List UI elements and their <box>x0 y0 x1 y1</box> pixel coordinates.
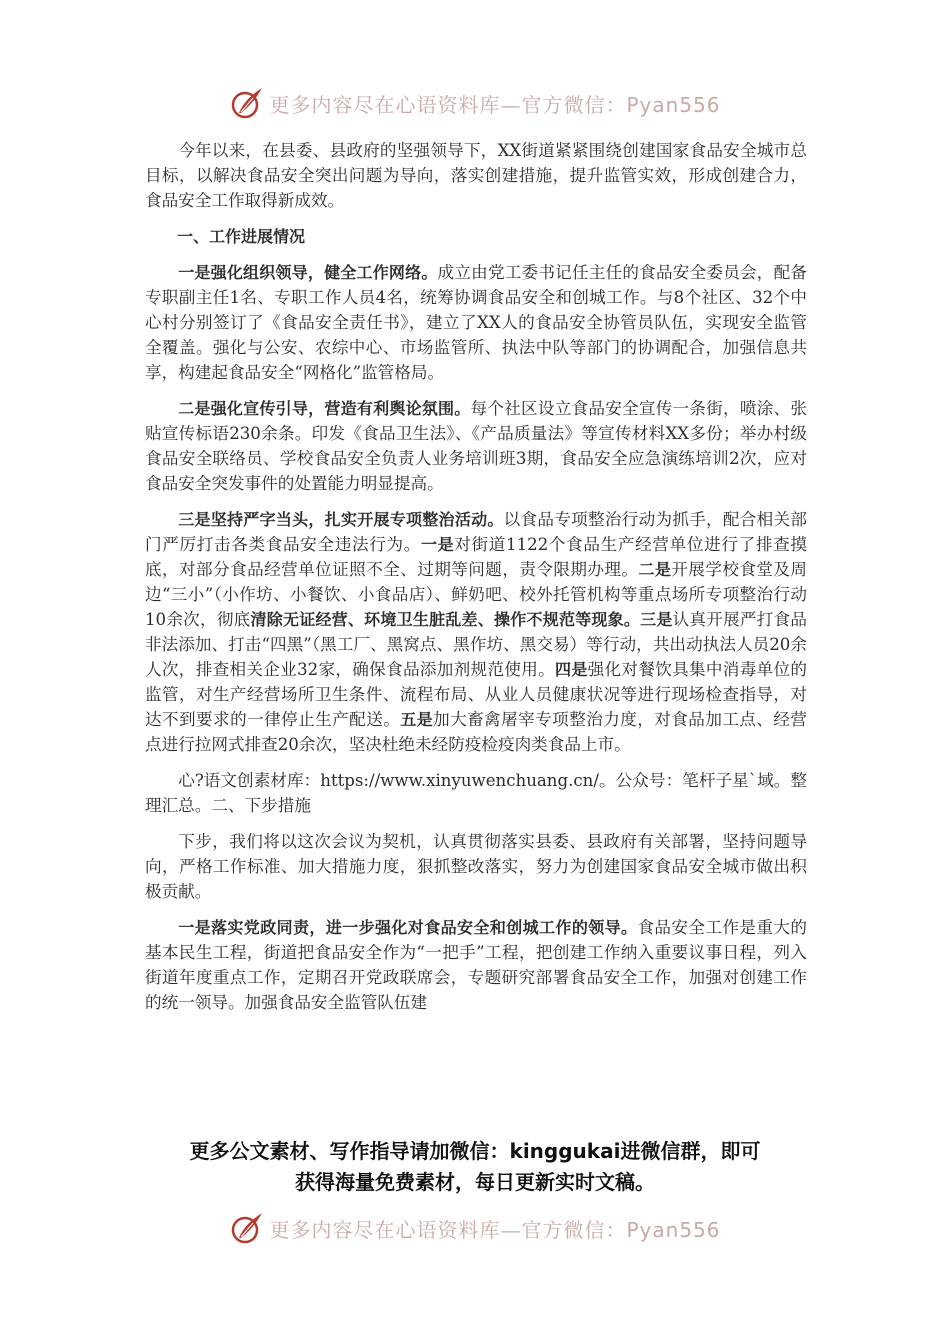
progress-item-1: 一是强化组织领导，健全工作网络。成立由党工委书记任主任的食品安全委员会，配备专职副主任1名、专职工作人员4名，统筹协调食品安全和创城工作。与8个社区、32个中心村分别签订了《食品安全责任书》，建立了XX人的食品安全协管员队伍，实现安全监管全覆盖。强化与公安、农综中心、市场监管所、执法中队等部门的协调配合，加强信息共享，构建起食品安全“网格化”监管格局。 <box>145 263 807 382</box>
item-lead: 二是强化宣传引导，营造有利舆论氛围。 <box>178 399 471 418</box>
next-step-item-1: 一是落实党政同责，进一步强化对食品安全和创城工作的领导。食品安全工作是重大的基本民生工程，街道把食品安全作为“一把手”工程，把创建工作纳入重要议事日程，列入街道年度重点工作，定期召开党政联席会，专题研究部署食品安全工作，加强对创建工作的统一领导。加强食品安全监管队伍建 <box>145 918 807 1012</box>
quill-pen-logo-icon <box>229 1210 265 1246</box>
banner-text: 更多内容尽在心语资料库—官方微信：Pyan556 <box>269 92 721 117</box>
intro-paragraph: 今年以来，在县委、县政府的坚强领导下，XX街道紧紧围绕创建国家食品安全城市总目标，以解决食品安全突出问题为导向，落实创建措施，提升监管实效，形成创建合力，食品安全工作取得新成效。 <box>145 141 807 210</box>
header-banner <box>0 83 950 123</box>
quill-pen-logo-icon <box>229 85 265 121</box>
promo-line-1: 更多公文素材、写作指导请加微信：kinggukai进微信群，即可 <box>189 1139 761 1163</box>
source-note-paragraph: 心?语文创素材库：https://www.xinyuwenchuang.cn/。公众号：笔杆子星`域。整理汇总。二、下步措施 <box>145 771 807 815</box>
progress-item-3: 三是坚持严字当头，扎实开展专项整治活动。以食品专项整治行动为抓手，配合相关部门严厉打击各类食品安全违法行为。一是对街道1122个食品生产经营单位进行了排查摸底，对部分食品经营单位证照不全、过期等问题，责令限期办理。二是开展学校食堂及周边“三小”（小作坊、小餐饮、小食品店）、鲜奶吧、校外托管机构等重点场所专项整治行动10余次，彻底清除无证经营、环境卫生脏乱差、操作不规范等现象。三是认真开展严打食品非法添加、打击“四黑”（黑工厂、黑窝点、黑作坊、黑交易）等行动，共出动执法人员20余人次，排查相关企业32家，确保食品添加剂规范使用。四是强化对餐饮具集中消毒单位的监管，对生产经营场所卫生条件、流程布局、从业人员健康状况等进行现场检查指导，对达不到要求的一律停止生产配送。五是加大畜禽屠宰专项整治力度，对食品加工点、经营点进行拉网式排查20余次，坚决杜绝未经防疫检疫肉类食品上市。 <box>145 510 807 754</box>
next-steps-intro: 下步，我们将以这次会议为契机，认真贯彻落实县委、县政府有关部署，坚持问题导向，严格工作标准、加大措施力度，狠抓整改落实，努力为创建国家食品安全城市做出积极贡献。 <box>145 832 807 901</box>
document-body <box>145 138 807 1026</box>
promo-line-2: 获得海量免费素材，每日更新实时文稿。 <box>295 1170 655 1194</box>
section-heading: 一、工作进展情况 <box>177 227 306 246</box>
item-lead: 三是坚持严字当头，扎实开展专项整治活动。 <box>178 510 504 529</box>
item-lead: 一是落实党政同责，进一步强化对食品安全和创城工作的领导。 <box>178 918 638 937</box>
banner-text: 更多内容尽在心语资料库—官方微信：Pyan556 <box>269 1217 721 1242</box>
item-lead: 一是强化组织领导，健全工作网络。 <box>178 263 438 282</box>
progress-item-2: 二是强化宣传引导，营造有利舆论氛围。每个社区设立食品安全宣传一条街，喷涂、张贴宣传标语230余条。印发《食品卫生法》、《产品质量法》等宣传材料XX多份；举办村级食品安全联络员、学校食品安全负责人业务培训班3期，食品安全应急演练培训2次，应对食品安全突发事件的处置能力明显提高。 <box>145 399 807 493</box>
promo-notice <box>120 1136 830 1198</box>
footer-banner <box>0 1208 950 1248</box>
